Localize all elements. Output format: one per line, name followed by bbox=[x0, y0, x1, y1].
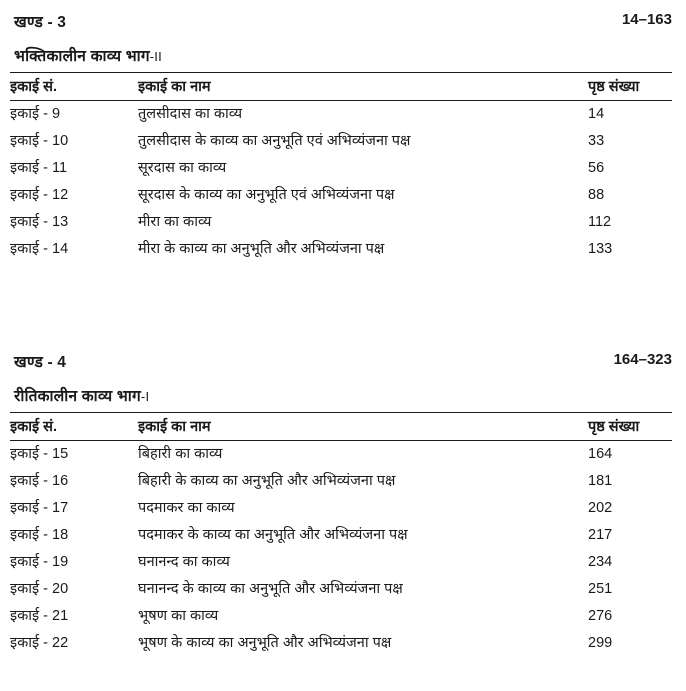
unit-name-cell: मीरा का काव्य bbox=[138, 214, 212, 230]
section-title: खण्ड - 4 bbox=[14, 354, 67, 371]
page-number-cell: 164 bbox=[588, 446, 613, 462]
page-number-cell: 181 bbox=[588, 473, 613, 489]
unit-number-cell: इकाई - 13 bbox=[10, 214, 69, 230]
table-body bbox=[10, 101, 672, 264]
table-row bbox=[10, 182, 672, 209]
unit-name-cell: घनानन्द के काव्य का अनुभूति और अभिव्यंजना पक्ष bbox=[138, 581, 403, 597]
unit-number-cell: इकाई - 9 bbox=[10, 106, 61, 122]
table-row bbox=[10, 128, 672, 155]
page-number-cell: 133 bbox=[588, 241, 613, 257]
section-header bbox=[0, 350, 686, 384]
column-header-page: पृष्ठ संख्या bbox=[588, 413, 672, 441]
toc-table bbox=[10, 412, 672, 657]
table-row bbox=[10, 630, 672, 657]
table-row bbox=[10, 236, 672, 263]
table-row bbox=[10, 549, 672, 576]
table-row bbox=[10, 576, 672, 603]
unit-name-cell: भूषण का काव्य bbox=[138, 608, 219, 624]
table-header-row bbox=[10, 73, 672, 101]
table-row bbox=[10, 441, 672, 469]
table-row bbox=[10, 495, 672, 522]
table-row bbox=[10, 209, 672, 236]
unit-number-cell: इकाई - 11 bbox=[10, 160, 68, 176]
unit-number-cell: इकाई - 19 bbox=[10, 554, 69, 570]
section-khand-3 bbox=[0, 10, 686, 263]
page-number-cell: 202 bbox=[588, 500, 613, 516]
unit-number-cell: इकाई - 12 bbox=[10, 187, 69, 203]
section-header bbox=[0, 10, 686, 44]
unit-number-cell: इकाई - 15 bbox=[10, 446, 69, 462]
table-row bbox=[10, 155, 672, 182]
page-number-cell: 234 bbox=[588, 554, 613, 570]
page-number-cell: 217 bbox=[588, 527, 613, 543]
unit-number-cell: इकाई - 10 bbox=[10, 133, 69, 149]
unit-number-cell: इकाई - 22 bbox=[10, 635, 69, 651]
unit-name-cell: बिहारी के काव्य का अनुभूति और अभिव्यंजना पक्ष bbox=[138, 473, 396, 489]
column-header-unit: इकाई सं. bbox=[10, 73, 138, 101]
column-header-name: इकाई का नाम bbox=[138, 73, 588, 101]
page-number-cell: 299 bbox=[588, 635, 613, 651]
page-number-cell: 14 bbox=[588, 106, 605, 122]
page-number-cell: 88 bbox=[588, 187, 605, 203]
unit-name-cell: बिहारी का काव्य bbox=[138, 446, 223, 462]
unit-name-cell: तुलसीदास के काव्य का अनुभूति एवं अभिव्यंजना पक्ष bbox=[138, 133, 411, 149]
section-page-range: 14–163 bbox=[621, 11, 672, 28]
section-subtitle-part: -II bbox=[149, 49, 162, 64]
unit-name-cell: पदमाकर के काव्य का अनुभूति और अभिव्यंजना पक्ष bbox=[138, 527, 408, 543]
unit-number-cell: इकाई - 18 bbox=[10, 527, 69, 543]
table-row bbox=[10, 603, 672, 630]
section-subtitle-text: भक्तिकालीन काव्य भाग bbox=[14, 48, 150, 65]
page-number-cell: 276 bbox=[588, 608, 613, 624]
table-body bbox=[10, 441, 672, 658]
unit-name-cell: भूषण के काव्य का अनुभूति और अभिव्यंजना पक्ष bbox=[138, 635, 392, 651]
unit-name-cell: पदमाकर का काव्य bbox=[138, 500, 235, 516]
section-title: खण्ड - 3 bbox=[14, 14, 67, 31]
section-subtitle-text: रीतिकालीन काव्य भाग bbox=[14, 388, 141, 405]
section-subtitle bbox=[14, 384, 686, 406]
unit-name-cell: सूरदास का काव्य bbox=[138, 160, 227, 176]
section-subtitle-part: -I bbox=[140, 389, 150, 404]
table-row bbox=[10, 101, 672, 129]
unit-name-cell: तुलसीदास का काव्य bbox=[138, 106, 243, 122]
table-header-row bbox=[10, 413, 672, 441]
section-page-range: 164–323 bbox=[613, 351, 672, 368]
section-khand-4 bbox=[0, 350, 686, 657]
column-header-unit: इकाई सं. bbox=[10, 413, 138, 441]
column-header-page: पृष्ठ संख्या bbox=[588, 73, 672, 101]
table-row bbox=[10, 468, 672, 495]
unit-name-cell: घनानन्द का काव्य bbox=[138, 554, 230, 570]
unit-name-cell: मीरा के काव्य का अनुभूति और अभिव्यंजना पक्ष bbox=[138, 241, 385, 257]
unit-number-cell: इकाई - 14 bbox=[10, 241, 69, 257]
unit-number-cell: इकाई - 17 bbox=[10, 500, 69, 516]
table-row bbox=[10, 522, 672, 549]
section-subtitle bbox=[14, 44, 686, 66]
page-number-cell: 112 bbox=[588, 214, 612, 230]
page-number-cell: 33 bbox=[588, 133, 605, 149]
unit-number-cell: इकाई - 21 bbox=[10, 608, 69, 624]
page-number-cell: 56 bbox=[588, 160, 605, 176]
unit-number-cell: इकाई - 16 bbox=[10, 473, 69, 489]
unit-name-cell: सूरदास के काव्य का अनुभूति एवं अभिव्यंजना पक्ष bbox=[138, 187, 395, 203]
toc-table bbox=[10, 72, 672, 263]
page-number-cell: 251 bbox=[588, 581, 613, 597]
column-header-name: इकाई का नाम bbox=[138, 413, 588, 441]
unit-number-cell: इकाई - 20 bbox=[10, 581, 69, 597]
